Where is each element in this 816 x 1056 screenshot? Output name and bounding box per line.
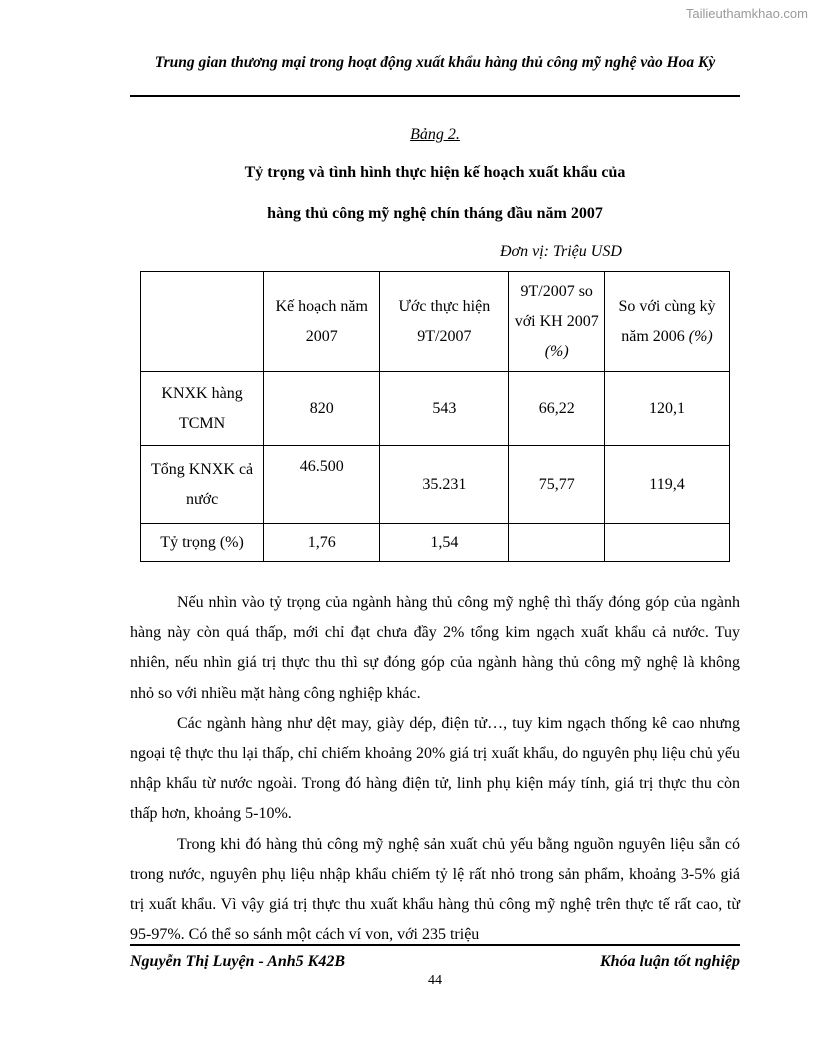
table-header-row bbox=[141, 272, 730, 372]
cell-plan: 46.500 bbox=[264, 446, 380, 524]
header-vs-2006-label: So với cùng kỳ năm 2006 bbox=[618, 297, 716, 345]
header-cell-vs-plan bbox=[509, 272, 605, 372]
cell-estimate: 1,54 bbox=[380, 524, 509, 562]
cell-vs-2006: 119,4 bbox=[604, 446, 729, 524]
paragraph: Nếu nhìn vào tỷ trọng của ngành hàng thủ công mỹ nghệ thì thấy đóng góp của ngành hàng này còn quá thấp, mới chỉ đạt chưa đầy 2% tổng kim ngạch xuất khẩu cả nước. Tuy nhiên, nếu nhìn giá trị thực thu thì sự đóng góp của ngành hàng thủ công mỹ nghệ là không nhỏ so với nhiều mặt hàng công nghiệp khác. bbox=[130, 594, 740, 702]
cell-vs-plan bbox=[509, 524, 605, 562]
table-unit: Đơn vị: Triệu USD bbox=[500, 243, 622, 260]
header-cell-estimate: Ước thực hiện 9T/2007 bbox=[380, 272, 509, 372]
table-row bbox=[141, 372, 730, 446]
footer-divider bbox=[130, 944, 740, 946]
row-label: Tổng KNXK cả nước bbox=[141, 446, 264, 524]
header-cell-empty bbox=[141, 272, 264, 372]
header-cell-vs-2006 bbox=[604, 272, 729, 372]
cell-vs-plan: 75,77 bbox=[509, 446, 605, 524]
data-table bbox=[140, 271, 730, 562]
header-cell-plan: Kế hoạch năm 2007 bbox=[264, 272, 380, 372]
paragraph: Các ngành hàng như dệt may, giày dép, điện tử…, tuy kim ngạch thống kê cao nhưng ngoại tệ thực thu lại thấp, chỉ chiếm khoảng 20% giá trị xuất khẩu, do nguyên phụ liệu chủ yếu nhập khẩu từ nước ngoài. Trong đó hàng điện tử, linh phụ kiện máy tính, giá trị thực thu còn thấp hơn, khoảng 5-10%. bbox=[130, 714, 740, 823]
watermark: Tailieuthamkhao.com bbox=[685, 6, 808, 21]
header-vs-plan-label: 9T/2007 so với KH 2007 bbox=[514, 282, 599, 330]
table-row bbox=[141, 524, 730, 562]
cell-vs-2006: 120,1 bbox=[604, 372, 729, 446]
footer-author: Nguyễn Thị Luyện - Anh5 K42B bbox=[130, 953, 345, 970]
table-title-line1: Tỷ trọng và tình hình thực hiện kế hoạch xuất khẩu của bbox=[244, 164, 626, 181]
footer-doc-type: Khóa luận tốt nghiệp bbox=[599, 953, 740, 970]
table-row bbox=[141, 446, 730, 524]
row-label: Tỷ trọng (%) bbox=[141, 524, 264, 562]
cell-estimate: 543 bbox=[380, 372, 509, 446]
page-number: 44 bbox=[428, 973, 442, 988]
cell-vs-2006 bbox=[604, 524, 729, 562]
row-label: KNXK hàng TCMN bbox=[141, 372, 264, 446]
table-number: Bảng 2. bbox=[410, 126, 460, 143]
running-header: Trung gian thương mại trong hoạt động xuất khẩu hàng thủ công mỹ nghệ vào Hoa Kỳ bbox=[154, 54, 716, 71]
body-text bbox=[130, 588, 740, 950]
header-divider bbox=[130, 95, 740, 97]
cell-plan: 820 bbox=[264, 372, 380, 446]
header-vs-plan-pct: (%) bbox=[544, 342, 569, 360]
cell-plan: 1,76 bbox=[264, 524, 380, 562]
table-title-line2: hàng thủ công mỹ nghệ chín tháng đầu năm 2007 bbox=[267, 205, 603, 222]
paragraph: Trong khi đó hàng thủ công mỹ nghệ sản xuất chủ yếu bằng nguồn nguyên liệu sẵn có trong nước, nguyên phụ liệu nhập khẩu chiếm tỷ lệ rất nhỏ trong sản phẩm, khoảng 3-5% giá trị xuất khẩu. Vì vậy giá trị thực thu xuất khẩu hàng thủ công mỹ nghệ trên thực tế rất cao, từ 95-97%. Có thể so sánh một cách ví von, với 235 triệu bbox=[130, 835, 740, 944]
cell-estimate: 35.231 bbox=[380, 446, 509, 524]
cell-vs-plan: 66,22 bbox=[509, 372, 605, 446]
header-vs-2006-pct: (%) bbox=[688, 327, 713, 345]
